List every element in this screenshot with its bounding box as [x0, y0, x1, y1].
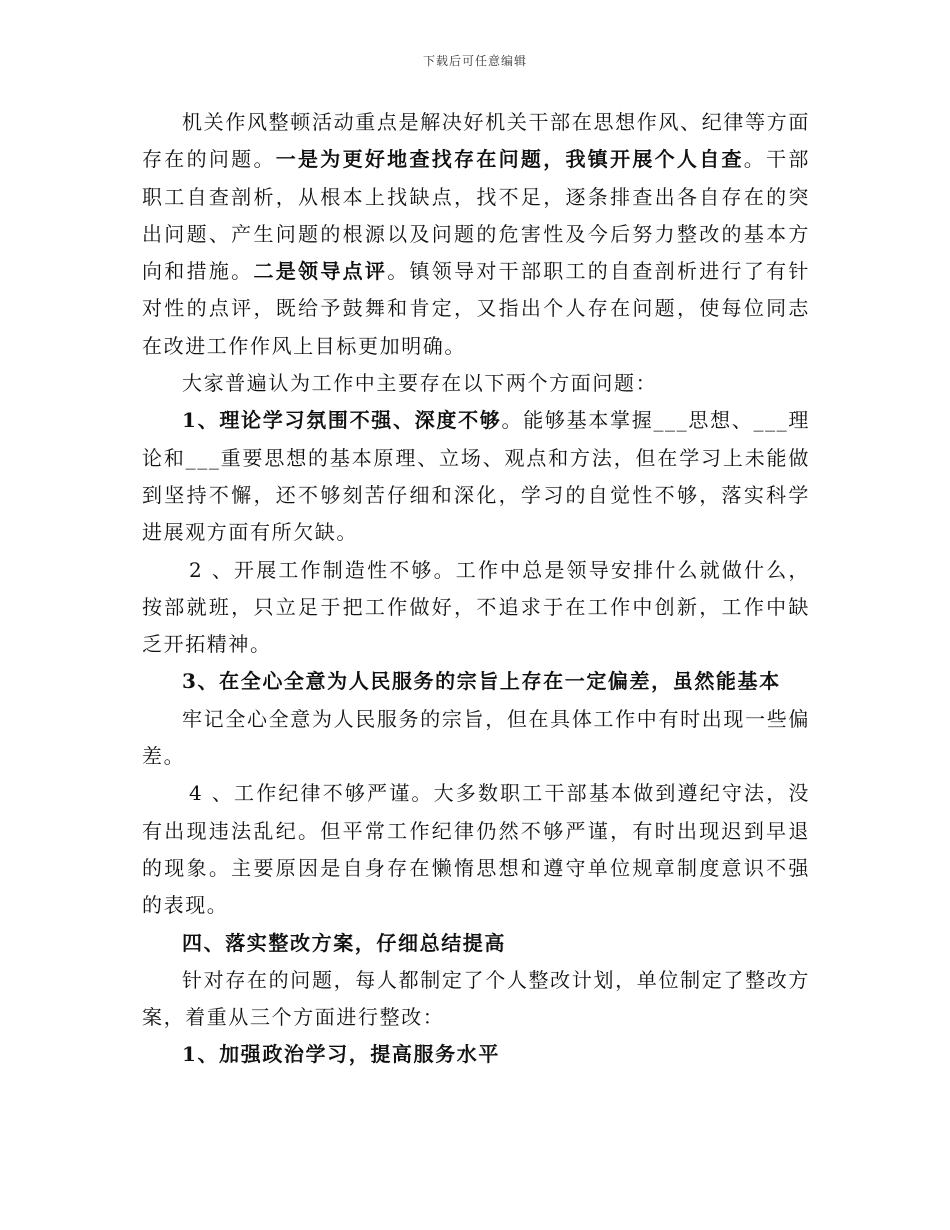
subheading-political-study: 1、加强政治学习，提高服务水平: [182, 1042, 500, 1067]
paragraph-text: 机关作风整顿活动重点是解决好机关干部在思想作风、纪律等方面存在的问题。: [142, 110, 810, 172]
document-body: [142, 104, 810, 1074]
paragraph-text: 。能够基本掌握___思想、___理论和___重要思想的基本原理、立场、观点和方法，但在学习上未能做到坚持不懈，还不够刻苦仔细和深化，学习的自觉性不够，落实科学进展观方面有所欠缺。: [142, 408, 810, 545]
bold-phrase-self-check: 一是为更好地查找存在问题，我镇开展个人自查: [275, 147, 744, 172]
item-1-heading: 1、理论学习氛围不强、深度不够: [182, 408, 502, 433]
section-heading-four: 四、落实整改方案，仔细总结提高: [182, 930, 506, 955]
paragraph-item-4: 4 、工作纪律不够严谨。大多数职工干部基本做到遵纪守法，没有出现违法乱纪。但平常工作纪律仍然不够严谨，有时出现迟到早退的现象。主要原因是自身存在懒惰思想和遵守单位规章制度意识不强的表现。: [142, 781, 810, 918]
paragraph-text: 。镇领导对干部职工的自查剖析进行了有针对性的点评，既给予鼓舞和肯定，又指出个人存在问题，使每位同志在改进工作作风上目标更加明确。: [142, 259, 811, 358]
paragraph-self-check: [142, 104, 810, 365]
paragraph-item-3-heading: 3、在全心全意为人民服务的宗旨上存在一定偏差，虽然能基本: [182, 669, 781, 694]
page-header: 下载后可任意编辑: [422, 54, 527, 68]
bold-phrase-leader-review: 二是领导点评: [253, 259, 388, 284]
paragraph-item-3-body: 牢记全心全意为人民服务的宗旨，但在具体工作中有时出现一些偏差。: [142, 706, 810, 769]
paragraph-item-1: [142, 402, 810, 551]
paragraph-two-problems: 大家普遍认为工作中主要存在以下两个方面问题：: [182, 371, 658, 396]
paragraph-rectification: 针对存在的问题，每人都制定了个人整改计划，单位制定了整改方案，着重从三个方面进行整改：: [142, 967, 810, 1030]
paragraph-text: 。干部职工自查剖析，从根本上找缺点，找不足，逐条排查出各自存在的突出问题、产生问题的根源以及问题的危害性及今后努力整改的基本方向和措施。: [142, 147, 810, 284]
paragraph-item-2: 2 、开展工作制造性不够。工作中总是领导安排什么就做什么，按部就班，只立足于把工作做好，不追求于在工作中创新，工作中缺乏开拓精神。: [142, 557, 810, 657]
